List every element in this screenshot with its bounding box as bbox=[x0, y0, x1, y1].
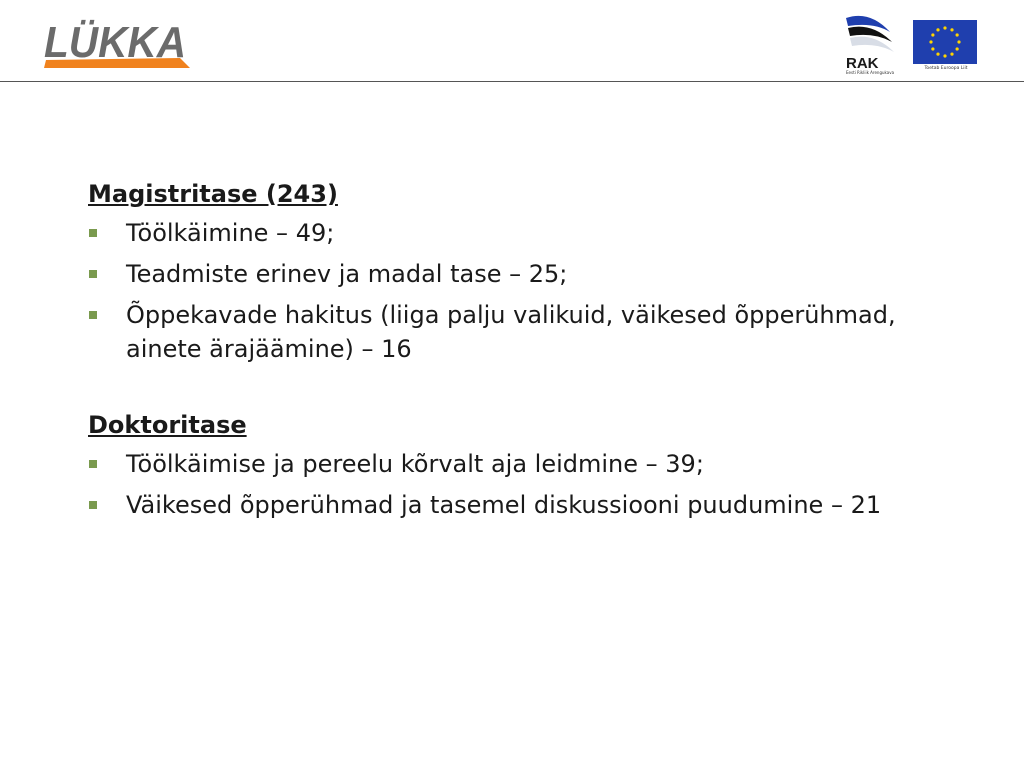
rak-logo bbox=[840, 12, 898, 78]
eu-star-icon bbox=[950, 28, 953, 31]
lukka-logo bbox=[40, 14, 195, 70]
slide-content bbox=[88, 178, 948, 529]
list-item bbox=[88, 216, 948, 250]
eu-star-icon bbox=[929, 40, 932, 43]
eu-star-icon bbox=[943, 54, 946, 57]
rak-logo-text: RAK bbox=[846, 55, 879, 72]
square-bullet-icon bbox=[89, 460, 97, 468]
eu-star-icon bbox=[950, 53, 953, 56]
list-item-text: Töölkäimise ja pereelu kõrvalt aja leidmine – 39; bbox=[126, 450, 704, 478]
eu-star-icon bbox=[936, 53, 939, 56]
square-bullet-icon bbox=[89, 311, 97, 319]
square-bullet-icon bbox=[89, 270, 97, 278]
eu-flag-icon bbox=[913, 20, 977, 64]
list-item bbox=[88, 488, 948, 522]
section-title-doktoritase: Doktoritase bbox=[88, 411, 247, 439]
eu-star-icon bbox=[957, 40, 960, 43]
bullet-list-doktoritase bbox=[88, 447, 948, 522]
list-item-text: Teadmiste erinev ja madal tase – 25; bbox=[126, 260, 568, 288]
slide-header bbox=[0, 0, 1024, 82]
list-item bbox=[88, 447, 948, 481]
lukka-logo-text: LÜKKA bbox=[44, 18, 186, 67]
header-divider bbox=[0, 81, 1024, 82]
list-item bbox=[88, 257, 948, 291]
list-item bbox=[88, 298, 948, 366]
eu-star-icon bbox=[931, 47, 934, 50]
eu-star-icon bbox=[943, 26, 946, 29]
list-item-text: Õppekavade hakitus (liiga palju valikuid, väikesed õpperühmad, ainete ärajäämine) – 16 bbox=[126, 301, 896, 363]
square-bullet-icon bbox=[89, 501, 97, 509]
eu-star-icon bbox=[956, 33, 959, 36]
eu-star-icon bbox=[936, 28, 939, 31]
eu-star-icon bbox=[956, 47, 959, 50]
bullet-list-magistritase bbox=[88, 216, 948, 366]
eu-caption: Toetab Euroopa Liit bbox=[924, 66, 968, 71]
section-spacer bbox=[88, 373, 948, 409]
list-item-text: Väikesed õpperühmad ja tasemel diskussiooni puudumine – 21 bbox=[126, 491, 882, 519]
square-bullet-icon bbox=[89, 229, 97, 237]
rak-subtitle: Eesti Rikliik Arengukava bbox=[846, 70, 895, 75]
section-title-magistritase: Magistritase (243) bbox=[88, 180, 338, 208]
eu-star-icon bbox=[931, 33, 934, 36]
list-item-text: Töölkäimine – 49; bbox=[126, 219, 335, 247]
